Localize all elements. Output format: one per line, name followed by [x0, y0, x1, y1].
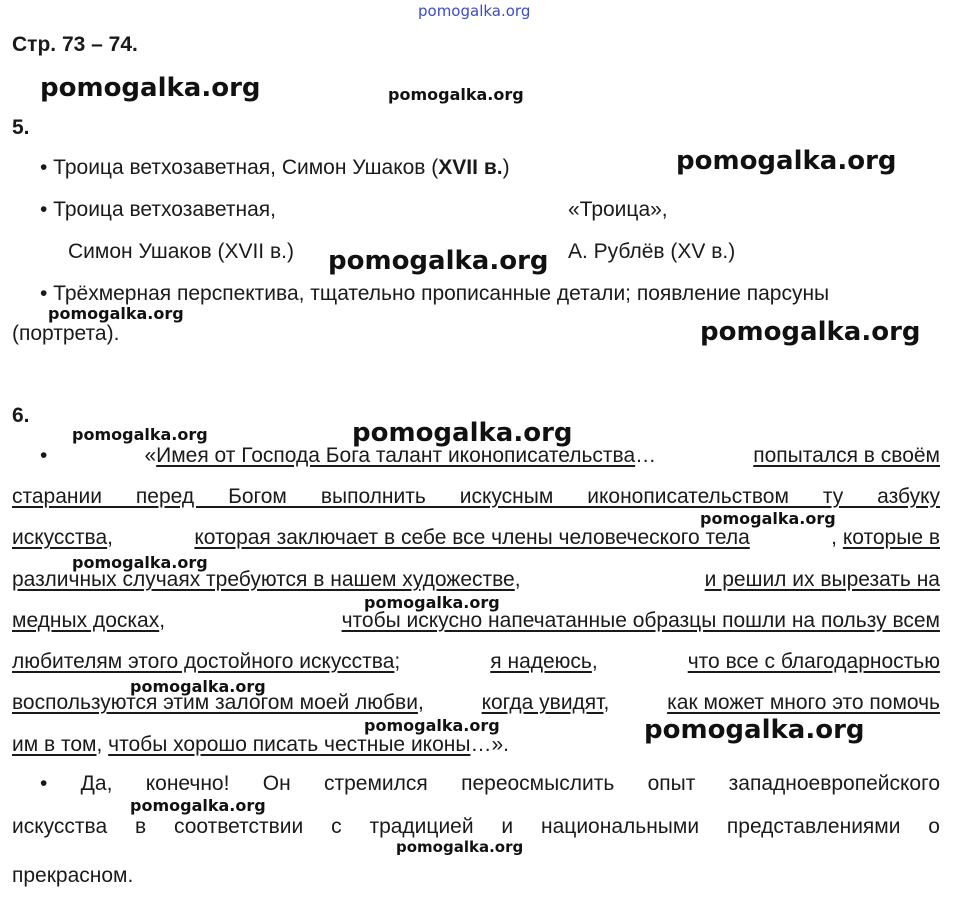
- underlined-phrase: медных досках: [12, 609, 160, 632]
- q5-bullet-3-line2: (портрета).: [12, 322, 120, 345]
- q5-bullet-1-end: ): [502, 156, 510, 179]
- question-6-number: 6.: [12, 404, 30, 427]
- watermark-small: pomogalka.org: [388, 85, 524, 104]
- comma: ,: [591, 650, 598, 673]
- quote-line-5-a: [12, 609, 165, 633]
- ellipsis: …: [635, 444, 657, 467]
- quote-line-7-b: [482, 691, 610, 715]
- comma: ,: [417, 691, 424, 714]
- quote-line-5: [12, 609, 940, 633]
- quote-line-6-b: [490, 650, 597, 674]
- comma: ,: [159, 609, 166, 632]
- underlined-phrase: искусства: [12, 526, 108, 549]
- quote-line-6-a: [12, 650, 400, 674]
- underlined-phrase: я надеюсь: [490, 650, 592, 673]
- q5-bullet-2-right-line2: А. Рублёв (XV в.): [568, 240, 736, 263]
- answer-text: • Да, конечно! Он стремился переосмыслить опыт западноевропейского: [40, 772, 940, 795]
- watermark-large: pomogalka.org: [700, 317, 921, 347]
- watermark-small: pomogalka.org: [364, 593, 500, 612]
- underlined-phrase: попытался в своём: [753, 444, 940, 467]
- semicolon: ;: [394, 650, 401, 673]
- comma: ,: [107, 526, 113, 549]
- watermark-large: pomogalka.org: [644, 715, 865, 745]
- watermark-top: pomogalka.org: [418, 2, 531, 20]
- q5-bullet-1-bold: XVII в.: [438, 156, 503, 179]
- quote-line-1: [40, 444, 940, 468]
- watermark-small: pomogalka.org: [130, 677, 266, 696]
- quote-line-7-a: [12, 691, 424, 715]
- watermark-small: pomogalka.org: [72, 553, 208, 572]
- answer-text: искусства в соответствии с традицией и национальными представлениями о: [12, 815, 940, 838]
- underlined-phrase: что все с благодарностью: [687, 650, 940, 673]
- comma: ,: [96, 733, 109, 756]
- quote-line-4: [12, 568, 940, 592]
- q5-bullet-1-text: • Троица ветхозаветная, Симон Ушаков (: [40, 156, 439, 179]
- watermark-small: pomogalka.org: [48, 304, 184, 323]
- watermark-large: pomogalka.org: [352, 418, 573, 448]
- closing-quote: …».: [470, 733, 509, 756]
- q5-bullet-3-line1: • Трёхмерная перспектива, тщательно прописанные детали; появление парсуны: [40, 282, 830, 305]
- bullet: •: [40, 444, 48, 467]
- quote-line-1-main: [144, 444, 656, 468]
- underlined-phrase: чтобы хорошо писать честные иконы: [108, 733, 471, 756]
- underlined-phrase: старании перед Богом выполнить искусным иконописательством ту азбуку: [12, 485, 940, 508]
- watermark-large: pomogalka.org: [676, 146, 897, 176]
- answer-line-3: прекрасном.: [12, 864, 134, 887]
- open-quote: «: [144, 444, 157, 467]
- underlined-phrase: им в том: [12, 733, 97, 756]
- watermark-large: pomogalka.org: [328, 246, 549, 276]
- underlined-phrase: любителям этого достойного искусства: [12, 650, 395, 673]
- watermark-small: pomogalka.org: [700, 509, 836, 528]
- underlined-phrase: которая заключает в себе все члены человеческого тела: [194, 526, 750, 549]
- q5-bullet-2-left-line1: • Троица ветхозаветная,: [40, 198, 277, 221]
- quote-line-3-b: [831, 526, 940, 550]
- q5-bullet-1: [40, 156, 510, 180]
- answer-line-2: [12, 815, 940, 839]
- underlined-phrase: когда увидят: [481, 691, 604, 714]
- quote-line-2: [12, 485, 940, 509]
- quote-line-7: [12, 691, 940, 715]
- underlined-phrase: различных случаях требуются в нашем художестве: [12, 568, 515, 591]
- comma: ,: [603, 691, 610, 714]
- answer-line-1: [40, 772, 940, 796]
- q5-bullet-2-right-line1: «Троица»,: [568, 198, 668, 221]
- comma: ,: [514, 568, 521, 591]
- watermark-small: pomogalka.org: [396, 838, 524, 856]
- underlined-phrase: чтобы искусно напечатанные образцы пошли на пользу всем: [341, 609, 940, 632]
- quote-line-8: [12, 733, 509, 757]
- page-header: Стр. 73 – 74.: [12, 33, 138, 56]
- quote-line-4-a: [12, 568, 521, 592]
- q5-bullet-2-left-line2: Симон Ушаков (XVII в.): [68, 240, 294, 263]
- question-5-number: 5.: [12, 116, 30, 139]
- quote-line-3: [12, 526, 940, 550]
- underlined-phrase: которые в: [842, 526, 940, 549]
- underlined-phrase: воспользуются этим залогом моей любви: [12, 691, 418, 714]
- underlined-phrase: и решил их вырезать на: [704, 568, 940, 591]
- underlined-phrase: Имея от Господа Бога талант иконописательства: [156, 444, 636, 467]
- watermark-small: pomogalka.org: [130, 796, 266, 815]
- comma: ,: [831, 526, 843, 549]
- quote-line-3-a: [12, 526, 113, 550]
- underlined-phrase: как может много это помочь: [667, 691, 940, 714]
- watermark-small: pomogalka.org: [72, 425, 208, 444]
- watermark-large: pomogalka.org: [40, 73, 261, 103]
- watermark-small: pomogalka.org: [364, 716, 500, 735]
- quote-line-6: [12, 650, 940, 674]
